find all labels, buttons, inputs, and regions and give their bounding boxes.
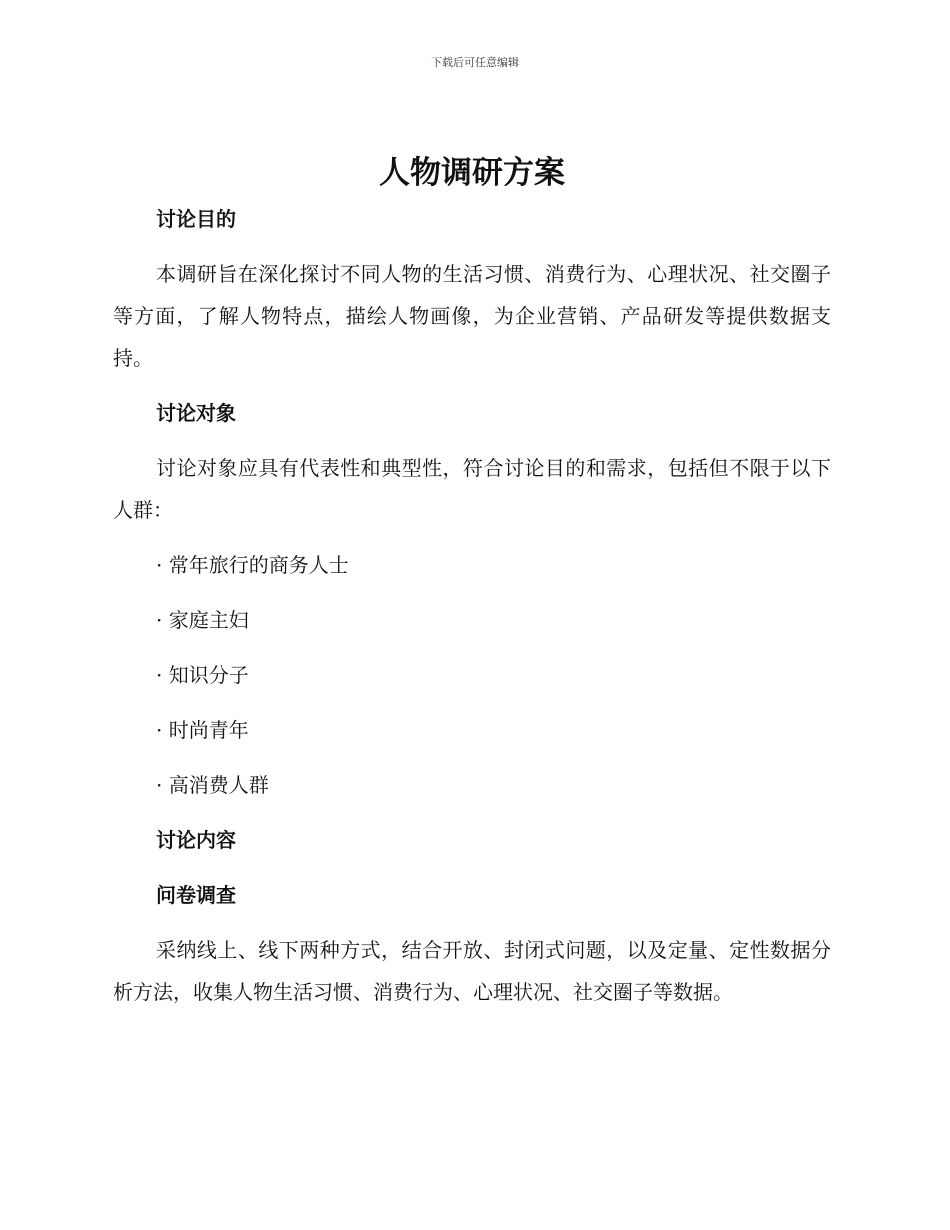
heading-purpose: 讨论目的 xyxy=(156,207,236,231)
list-item: · 知识分子 xyxy=(156,663,249,687)
heading-survey: 问卷调查 xyxy=(156,883,236,907)
subject-list xyxy=(113,544,831,806)
header-note: 下载后可任意编辑 xyxy=(431,56,519,69)
heading-content: 讨论内容 xyxy=(156,828,236,852)
list-item: · 常年旅行的商务人士 xyxy=(156,553,349,577)
document-body xyxy=(113,150,831,1013)
document-title: 人物调研方案 xyxy=(379,155,565,191)
list-item: · 时尚青年 xyxy=(156,718,249,742)
paragraph-survey: 采纳线上、线下两种方式，结合开放、封闭式问题，以及定量、定性数据分析方法，收集人物生活习惯、消费行为、心理状况、社交圈子等数据。 xyxy=(113,938,831,1004)
heading-subjects: 讨论对象 xyxy=(156,401,236,425)
paragraph-subjects: 讨论对象应具有代表性和典型性，符合讨论目的和需求，包括但不限于以下人群： xyxy=(113,456,831,522)
list-item: · 家庭主妇 xyxy=(156,608,249,632)
paragraph-purpose: 本调研旨在深化探讨不同人物的生活习惯、消费行为、心理状况、社交圈子等方面，了解人物特点，描绘人物画像，为企业营销、产品研发等提供数据支持。 xyxy=(113,262,831,370)
list-item: · 高消费人群 xyxy=(156,773,269,797)
